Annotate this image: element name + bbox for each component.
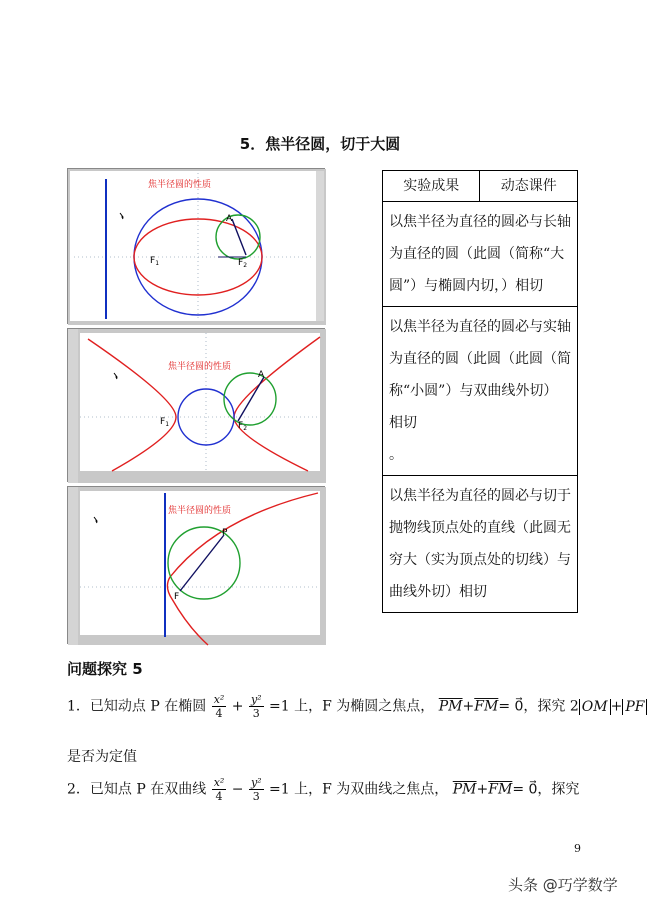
point-label-a: A: [226, 214, 233, 224]
table-row: [383, 202, 578, 307]
focus-label-f: F: [174, 592, 180, 602]
focus-label-f2: F: [238, 258, 244, 268]
parabola-figure: [67, 486, 325, 644]
figure-title: 焦半径圆的性质: [168, 362, 232, 372]
problem-1-line2: 是否为定值: [67, 749, 137, 765]
problem-2: [67, 776, 579, 803]
operator: +: [610, 698, 623, 715]
table-cell: 以焦半径为直径的圆必与长轴为直径的圆（此圆（简称“大圆”）与椭圆内切，）相切: [383, 202, 578, 307]
figure-title: 焦半径圆的性质: [148, 180, 212, 190]
cell-text: 以焦半径为直径的圆必与实轴为直径的圆（此圆（此圆（简称“小圆”）与双曲线外切）相切: [389, 319, 571, 431]
equals-zero: = 0⃗: [512, 781, 538, 798]
focus-sub-1: 1: [165, 421, 170, 428]
operator: +: [462, 698, 475, 715]
problem-text: =1 上，F 为椭圆之焦点，: [269, 698, 435, 715]
focus-label-f1: F: [150, 256, 156, 266]
fraction: $\frac{\text{y²}}{3}$: [250, 776, 262, 803]
vector: $\overline{FM}$: [474, 698, 499, 715]
operator: +: [231, 698, 244, 715]
focus-sub-2: 2: [243, 262, 248, 269]
problem-1: [67, 693, 647, 720]
cell-period: 。: [389, 447, 403, 463]
problem-text: 2．已知点 P 在双曲线: [67, 781, 207, 798]
results-table: [382, 170, 578, 613]
fraction: $\frac{\text{x²}}{4}$: [213, 776, 225, 803]
subheading: 问题探究 5: [67, 660, 143, 678]
page-number: 9: [574, 842, 581, 855]
fraction: $\frac{\text{y²}}{3}$: [250, 693, 262, 720]
abs-vector: OM: [579, 699, 611, 715]
abs-vector: PF: [622, 699, 647, 715]
vector: $\overline{FM}$: [488, 781, 513, 798]
figure-title: 焦半径圆的性质: [168, 506, 232, 516]
focus-label-f1: F: [160, 417, 166, 427]
point-label-p: P: [222, 528, 228, 538]
focus-sub-2: 2: [243, 425, 248, 432]
vector: $\overline{PM}$: [452, 781, 477, 798]
table-cell: 以焦半径为直径的圆必与切于抛物线顶点处的直线（此圆无穷大（实为顶点处的切线）与曲线外切）相切: [383, 476, 578, 613]
vector: $\overline{PM}$: [438, 698, 463, 715]
watermark: 头条 @巧学数学: [508, 876, 618, 894]
table-header-row: [383, 171, 578, 202]
table-row: [383, 476, 578, 613]
header-cell: 实验成果: [383, 171, 480, 202]
point-label-a: A: [258, 370, 265, 380]
problem-text: ，探究 2: [523, 698, 579, 715]
table-row: [383, 307, 578, 476]
problem-text: =1 上，F 为双曲线之焦点，: [269, 781, 449, 798]
operator: −: [231, 781, 244, 798]
header-cell: 动态课件: [480, 171, 578, 202]
focus-label-f2: F: [238, 421, 244, 431]
equals-zero: = 0⃗: [498, 698, 524, 715]
fraction: $\frac{\text{x²}}{4}$: [213, 693, 225, 720]
focus-sub-1: 1: [155, 260, 160, 267]
operator: +: [476, 781, 489, 798]
problem-text: ，探究: [537, 781, 580, 798]
ellipse-figure: [67, 168, 325, 324]
hyperbola-figure: [67, 328, 325, 482]
section-title: 5．焦半径圆，切于大圆: [239, 135, 401, 153]
table-cell: [383, 307, 578, 476]
problem-text: 1．已知动点 P 在椭圆: [67, 698, 207, 715]
